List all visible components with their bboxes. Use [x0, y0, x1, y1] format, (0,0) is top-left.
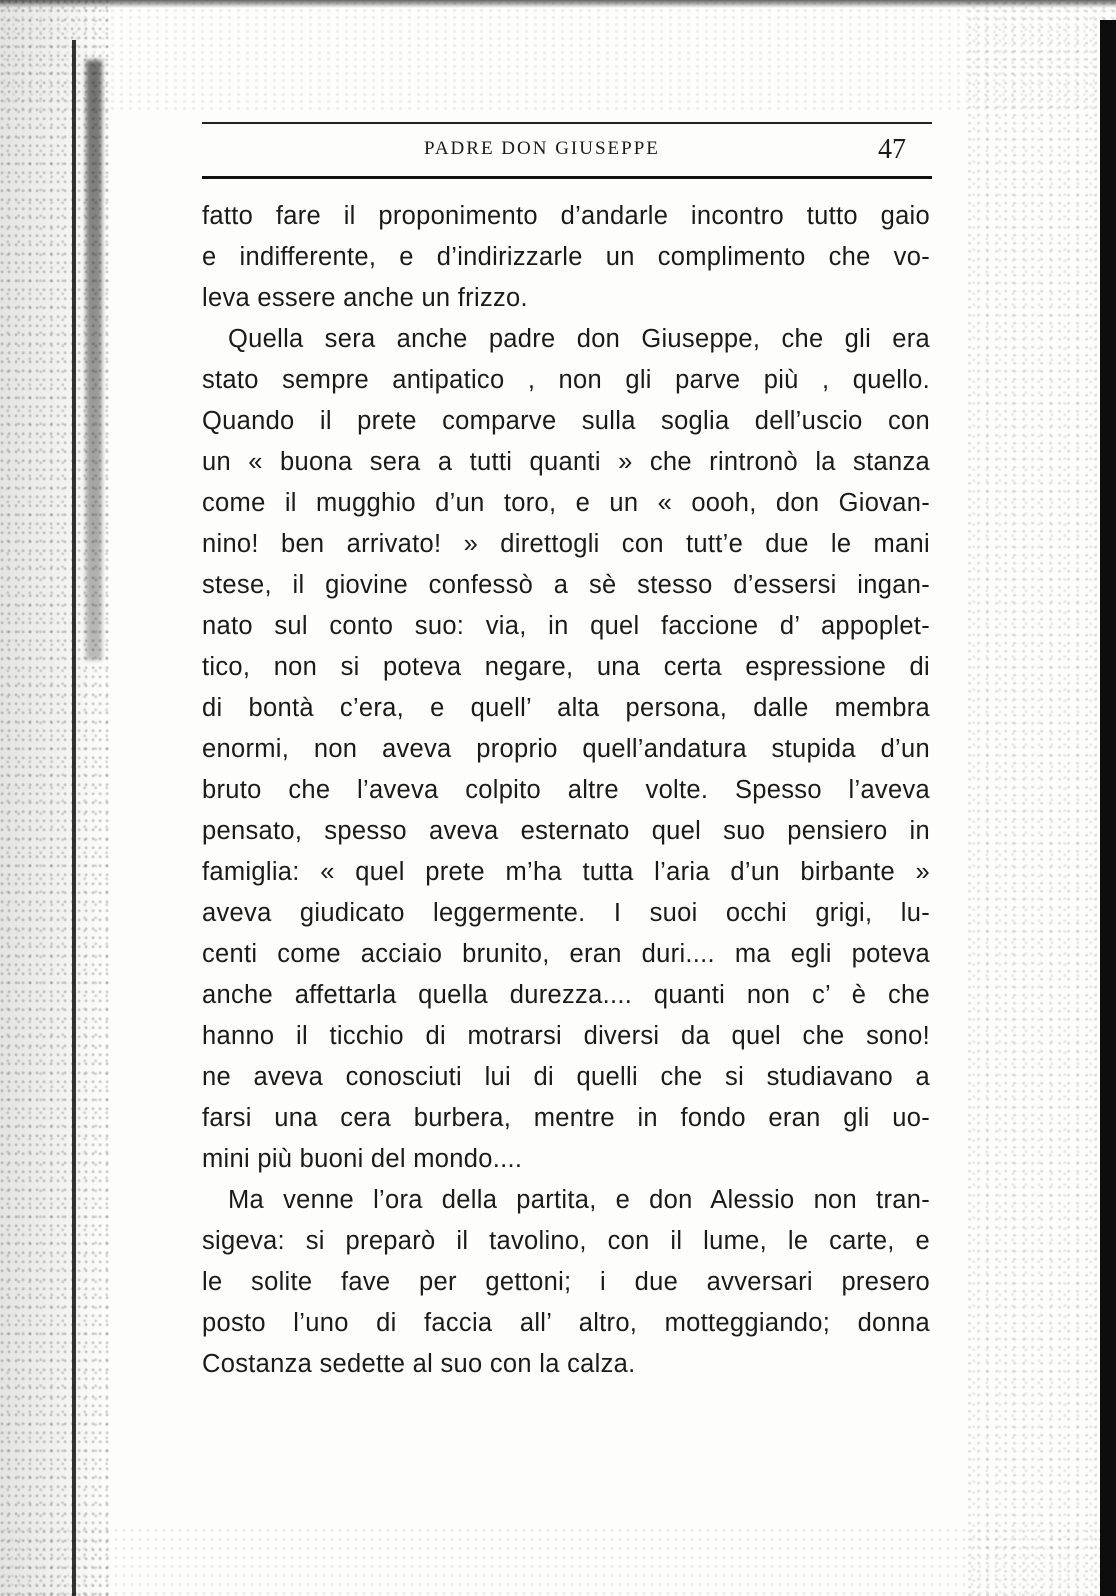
scan-edge-bottom	[0, 1526, 1116, 1596]
text-line: fatto fare il proponimento d’andarle incontro tutto gaio	[202, 202, 930, 230]
text-line: Costanza sedette al suo con la calza.	[202, 1350, 636, 1378]
text-line: le solite fave per gettoni; i due avversari presero	[202, 1268, 930, 1296]
text-line: Quando il prete comparve sulla soglia dell’uscio con	[202, 407, 930, 435]
text-line: stese, il giovine confessò a sè stesso d’essersi ingan-	[202, 571, 930, 599]
text-line: aveva giudicato leggermente. I suoi occhi grigi, lu-	[202, 899, 930, 927]
text-line: mini più buoni del mondo....	[202, 1145, 523, 1173]
text-line: anche affettarla quella durezza.... quanti non c’ è che	[202, 981, 930, 1009]
scan-edge-top-bar	[0, 0, 1116, 8]
text-line: di bontà c’era, e quell’ alta persona, dalle membra	[202, 694, 930, 722]
text-line: famiglia: « quel prete m’ha tutta l’aria d’un birbante »	[202, 858, 930, 886]
text-line: leva essere anche un frizzo.	[202, 284, 528, 312]
text-line: centi come acciaio brunito, eran duri.... ma egli poteva	[202, 940, 930, 968]
scan-edge-right-bar	[1100, 20, 1116, 1596]
text-line: e indifferente, e d’indirizzarle un complimento che vo-	[202, 243, 930, 271]
header-rule-bottom	[202, 176, 932, 179]
text-line: posto l’uno di faccia all’ altro, motteggiando; donna	[202, 1309, 930, 1337]
body-text	[202, 196, 930, 1385]
text-line: farsi una cera burbera, mentre in fondo eran gli uo-	[202, 1104, 930, 1132]
text-line: tico, non si poteva negare, una certa espressione di	[202, 653, 930, 681]
text-line: bruto che l’aveva colpito altre volte. Spesso l’aveva	[202, 776, 930, 804]
text-line: come il mugghio d’un toro, e un « oooh, don Giovan-	[202, 489, 930, 517]
text-line: un « buona sera a tutti quanti » che rintronò la stanza	[202, 448, 930, 476]
text-line: pensato, spesso aveva esternato quel suo pensiero in	[202, 817, 930, 845]
running-header	[202, 122, 932, 178]
scan-edge-right	[966, 0, 1116, 1596]
text-line: nato sul conto suo: via, in quel faccione d’ appoplet-	[202, 612, 930, 640]
page-number: 47	[878, 134, 906, 165]
running-title: PADRE DON GIUSEPPE	[424, 138, 660, 159]
text-line: enormi, non aveva proprio quell’andatura stupida d’un	[202, 735, 930, 763]
text-line: ne aveva conosciuti lui di quelli che si studiavano a	[202, 1063, 930, 1091]
binding-shadow	[86, 60, 102, 660]
text-line: Ma venne l’ora della partita, e don Alessio non tran-	[228, 1186, 930, 1214]
scan-edge-top	[0, 0, 1116, 110]
text-line: hanno il ticchio di motrarsi diversi da quel che sono!	[202, 1022, 930, 1050]
header-rule-top	[202, 122, 932, 124]
text-line: nino! ben arrivato! » direttogli con tutt’e due le mani	[202, 530, 930, 558]
text-line: stato sempre antipatico , non gli parve più , quello.	[202, 366, 930, 394]
text-line: sigeva: si preparò il tavolino, con il lume, le carte, e	[202, 1227, 930, 1255]
binding-line	[72, 40, 76, 1596]
text-line: Quella sera anche padre don Giuseppe, che gli era	[228, 325, 930, 353]
